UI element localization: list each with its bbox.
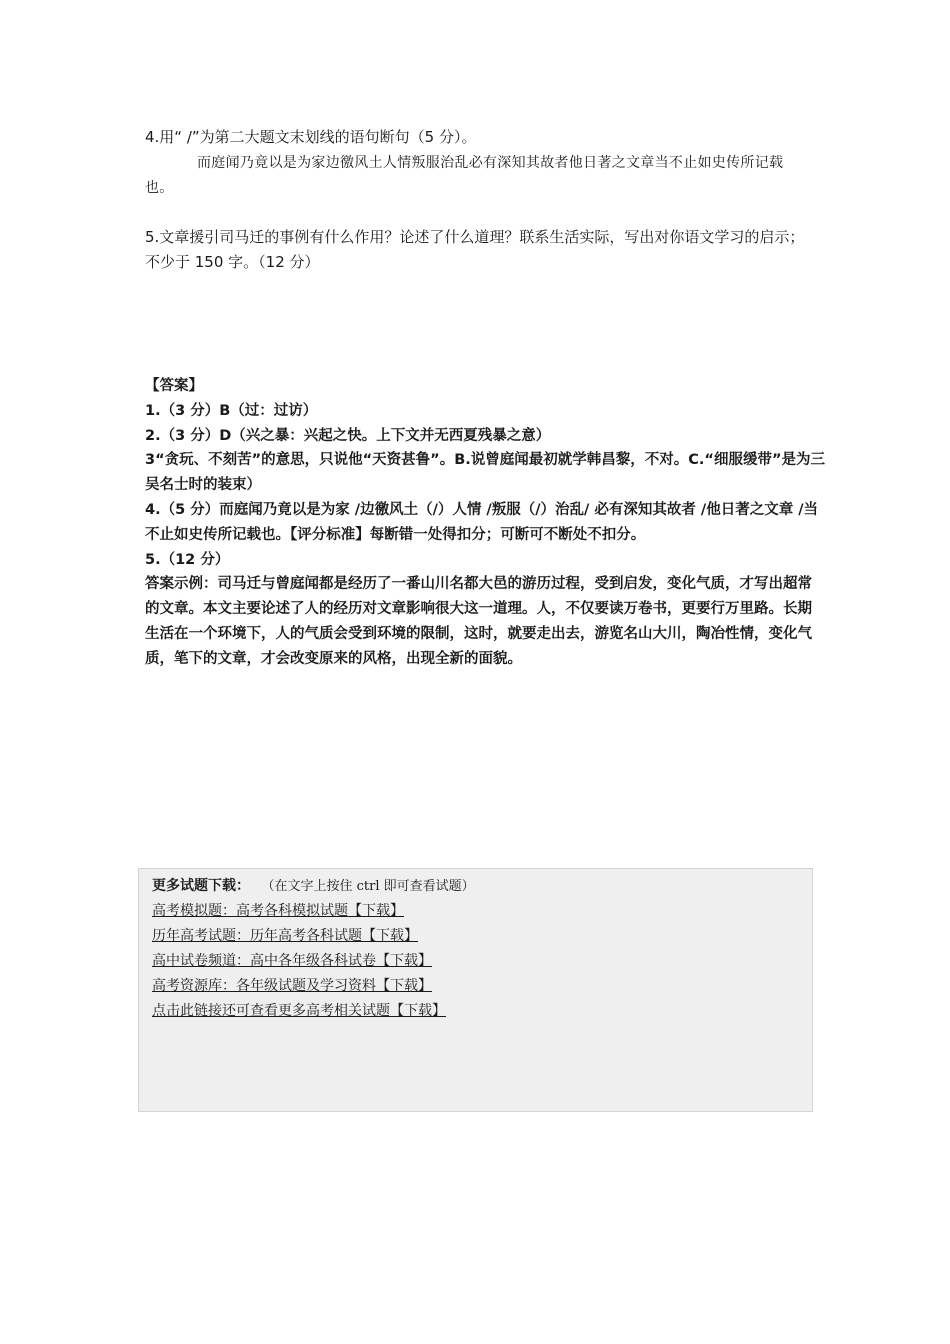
answer-line-3: 3“贪玩、不刻苦”的意思，只说他“天资甚鲁”。B.说曾庭闻最初就学韩昌黎，不对。C.“细服缓带”是为三吴名士时的装束） [145,452,825,494]
download-link-more-exams[interactable]: 点击此链接还可查看更多高考相关试题【下载】 [152,1003,446,1019]
download-box-note: （在文字上按住 ctrl 即可查看试题） [268,879,475,894]
question-4-passage: 而庭闻乃竟以是为家边徼风土人情叛服治乱必有深知其故者他日著之文章当不止如史传所记载也。 [145,155,784,196]
download-link-mock-exams[interactable]: 高考模拟题：高考各科模拟试题【下载】 [152,903,404,919]
answer-line-2: 2.（3 分）D（兴之暴：兴起之快。上下文并无西夏残暴之意） [145,427,551,444]
answer-example: 答案示例：司马迁与曾庭闻都是经历了一番山川名都大邑的游历过程，受到启发，变化气质，才写出超常的文章。本文主要论述了人的经历对文章影响很大这一道理。人，不仅要读万卷书，更要行万里路。长期生活在一个环境下，人的气质会受到环境的限制，这时，就要走出去，游览名山大川，陶冶性情，变化气质，笔下的文章，才会改变原来的风格，出现全新的面貌。 [145,576,812,667]
question-4-prompt: 4.用“ /”为第二大题文末划线的语句断句（5 分）。 [145,128,477,146]
download-link-high-school-papers[interactable]: 高中试卷频道：高中各年级各科试卷【下载】 [152,953,432,969]
download-box-header [152,874,799,899]
answer-heading: 【答案】 [145,378,203,394]
download-box [138,868,813,1112]
answer-line-4: 4.（5 分）而庭闻乃竟以是为家 /边徼风土（/）人情 /叛服（/）治乱/ 必有深知其故者 /他日著之文章 /当不止如史传所记载也。【评分标准】每断错一处得扣分；可断可不断处不扣分。 [145,501,819,543]
question-5-prompt: 5.文章援引司马迁的事例有什么作用？论述了什么道理？联系生活实际，写出对你语文学习的启示；不少于 150 字。（12 分） [145,228,805,271]
download-link-past-exams[interactable]: 历年高考试题：历年高考各科试题【下载】 [152,928,418,944]
answer-line-5: 5.（12 分） [145,551,230,568]
answer-section [145,374,825,672]
download-link-resource-library[interactable]: 高考资源库：各年级试题及学习资料【下载】 [152,978,432,994]
answer-line-1: 1.（3 分）B（过：过访） [145,402,318,419]
download-box-label: 更多试题下载： [152,878,250,894]
